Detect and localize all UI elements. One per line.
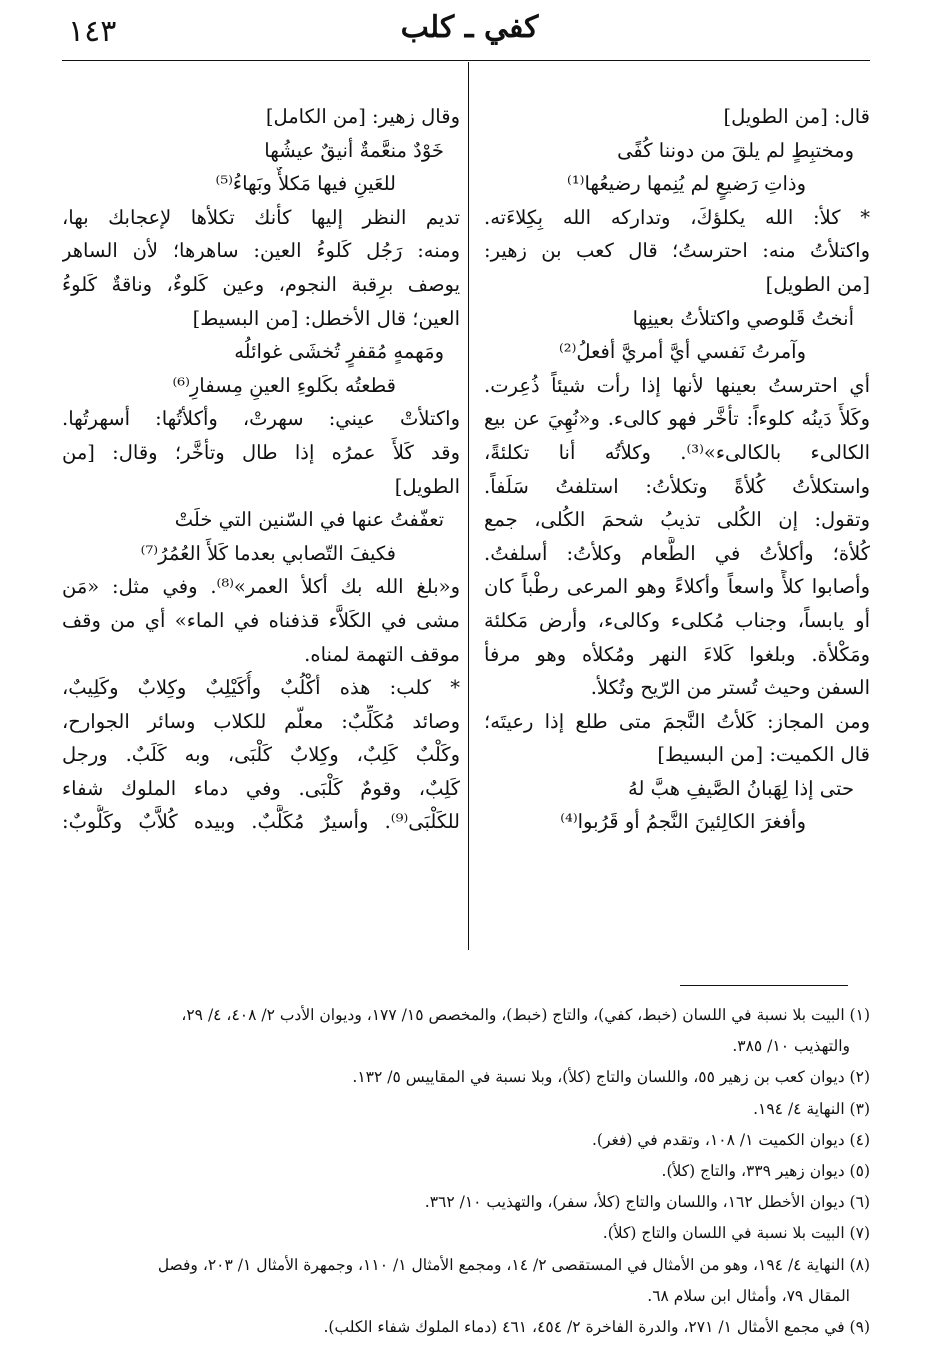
text-line: للكَلْبَى⁽⁹⁾. وأسيرٌ مُكَلَّبٌ. وبيده كُلاَّبٌ وكَلُّوبٌ: [62,810,460,834]
text-line: السفن وحيث تُستر من الرّيح وتُكلأ. [590,676,870,700]
column-divider [468,62,469,950]
column-right [484,100,870,839]
text-line: وكَلأَ دَينُه كلوءاً: تأخَّر فهو كالىء. و«نُهِيَ عن بيع [484,407,870,431]
footnote-line: (٤) ديوان الكميت ١/ ١٠٨، وتقدم في (فغر). [591,1130,870,1149]
text-line: أنختُ قَلوصي واكتلأتُ بعينِها [632,306,854,330]
text-line: وتقول: إن الكُلى تذيبُ شحمَ الكُلى، جمع [484,508,870,532]
text-line: وآمرتُ نَفسي أيَّ أمريَّ أفعلُ⁽²⁾ [558,340,806,364]
text-line: تديم النظر إليها كأنك تكلأها لإعجابك بها، [62,205,460,229]
footnote-line: (٨) النهاية ٤/ ١٩٤، وهو من الأمثال في المستقصى ٢/ ١٤، ومجمع الأمثال ١/ ١١٠، وجمهرة الأمثال ١/ ٢٠٣، وفصل [157,1255,870,1274]
text-line: كُلأة؛ وأكلأتُ في الطَّعام وكلأتُ: أسلفتُ. [484,541,870,565]
text-line: وقال زهير: [من الكامل] [265,105,460,128]
text-line: وكَلْبٌ كَلِبٌ، وكِلابٌ كَلْبَى، وبه كَلَبٌ. ورجل [62,743,460,767]
text-line: ومَكْلأة. وبلغوا كَلاءَ النهر ومُكلأه وهو مرفأ [484,642,870,666]
text-line: تعفّفتُ عنها في السّنين التي خلَتْ [174,508,444,532]
text-line: مشى في الكَلاَّء قذفناه في الماء» أي من وقف [62,608,460,632]
text-line: [من الطويل] [765,272,870,296]
footnote-line: (٦) ديوان الأخطل ١٦٢، واللسان والتاج (كلأ، سفر)، والتهذيب ١٠/ ٣٦٢. [424,1193,870,1212]
text-line: كَلِبٌ، وقومٌ كَلْبَى. وفي دماء الملوك شفاء [62,776,460,800]
footnote-line: (٧) البيت بلا نسبة في اللسان والتاج (كلأ). [602,1224,870,1243]
text-line: وأصابوا كلأً واسعاً وأكلاءً وهو المرعى رطْباً كان [484,575,870,599]
text-line: * كلأ: الله يكلؤكَ، وتداركه الله بِكِلاءَته. [484,205,870,229]
text-line: ومنه: رَجُل كَلوءُ العين: ساهرها؛ لأن الساهر [62,239,460,263]
text-line: للعَينِ فيها مَكلأٌ وبَهاءُ⁽⁵⁾ [215,172,396,196]
text-line: قطعتُه بكَلوءِ العينِ مِسفارِ⁽⁶⁾ [172,373,396,397]
text-line: و«بلغ الله بك أكلأ العمر»⁽⁸⁾. وفي مثل: «مَن [62,575,460,599]
text-line: واكتلأتْ عيني: سهرتْ، وأكلأتُها: أسهرتُها. [62,407,460,431]
text-line: فكيفَ التّصابي بعدما كَلأَ العُمُرُ⁽⁷⁾ [140,541,396,565]
footnote-line: (٥) ديوان زهير ٣٣٩، والتاج (كلأ). [661,1161,870,1180]
footnote-line: (٣) النهاية ٤/ ١٩٤. [753,1099,870,1118]
page-title: كفي ـ كلب [400,10,539,45]
footnote-rule [680,985,848,986]
text-line: * كلب: هذه أكْلُبٌ وأُكَيْلِبٌ وكِلابٌ وكَلِيبٌ، [62,676,460,700]
text-line: قال: [من الطويل] [723,105,870,128]
text-line: أو يابساً، وجناب مُكلىء وكالىء، وأرض مَكلئة [484,608,870,632]
footnote-line: (١) البيت بلا نسبة في اللسان (خبط، كفي)، والتاج (خبط)، والمخصص ١٥/ ١٧٧، وديوان الأدب ٢/ ٤٠٨، ٤/ ٢٩، [181,1006,870,1024]
text-line: وقد كَلأَ عمرُه إذا طال وتأخَّر؛ وقال: [من [62,440,460,464]
text-line: ومختبِطٍ لم يلقَ من دوننا كُفًى [617,138,854,162]
text-line: حتى إذا لِهَبانُ الصَّيفِ هبَّ لهُ [628,776,854,800]
text-line: وأفغرَ الكالِئينَ النَّجمُ أو قَرُبوا⁽⁴⁾ [560,810,806,834]
text-line: الكالىء بالكالىء»⁽³⁾. وكلأتُه أنا تكلئةً، [484,440,870,464]
text-line: موقف التهمة لمناه. [304,642,460,666]
column-left [62,100,460,839]
text-line: واكتلأتُ منه: احترستُ؛ قال كعب بن زهير: [484,239,870,263]
footnote-line: المقال ٧٩، وأمثال ابن سلام ٦٨. [647,1286,850,1305]
text-line: خَوْدٌ منعَّمةٌ أنيقٌ عيشُها [264,138,444,162]
footnote-line: (٢) ديوان كعب بن زهير ٥٥، واللسان والتاج (كلأ)، وبلا نسبة في المقاييس ٥/ ١٣٢. [352,1068,870,1087]
footnotes [62,1000,870,1343]
text-line: الطويل] [394,474,460,498]
text-line: وذاتِ رَضيعٍ لم يُنِمها رضيعُها⁽¹⁾ [567,172,806,196]
text-line: يوصف برِقبة النجوم، وعين كَلوءٌ، وناقةٌ كَلوءُ [62,272,460,296]
footnote-line: (٩) في مجمع الأمثال ١/ ٢٧١، والدرة الفاخرة ٢/ ٤٥٤، ٤٦١ (دماء الملوك شفاء الكلب). [323,1317,870,1336]
text-line: وصائد مُكَلِّبٌ: معلّم للكلاب وسائر الجوارح، [62,709,460,733]
header-rule [62,60,870,61]
footnote-line: والتهذيب ١٠/ ٣٨٥. [732,1037,850,1056]
text-line: ومن المجاز: كَلأتُ النَّجمَ متى طلع إذا رعيتَه؛ [484,709,870,733]
page-number: ١٤٣ [68,14,117,49]
text-line: أي احترستُ بعينها لأنها إذا رأت شيئاً ذُعِرت. [484,373,870,397]
text-line: قال الكميت: [من البسيط] [657,743,870,767]
text-line: واستكلأتُ كُلأةً وتكلأتُ: استلفتُ سَلَفاً. [484,474,870,498]
text-line: العين؛ قال الأخطل: [من البسيط] [192,306,460,330]
text-line: ومَهمهٍ مُقفرٍ تُخشَى غوائلُه [234,340,444,364]
